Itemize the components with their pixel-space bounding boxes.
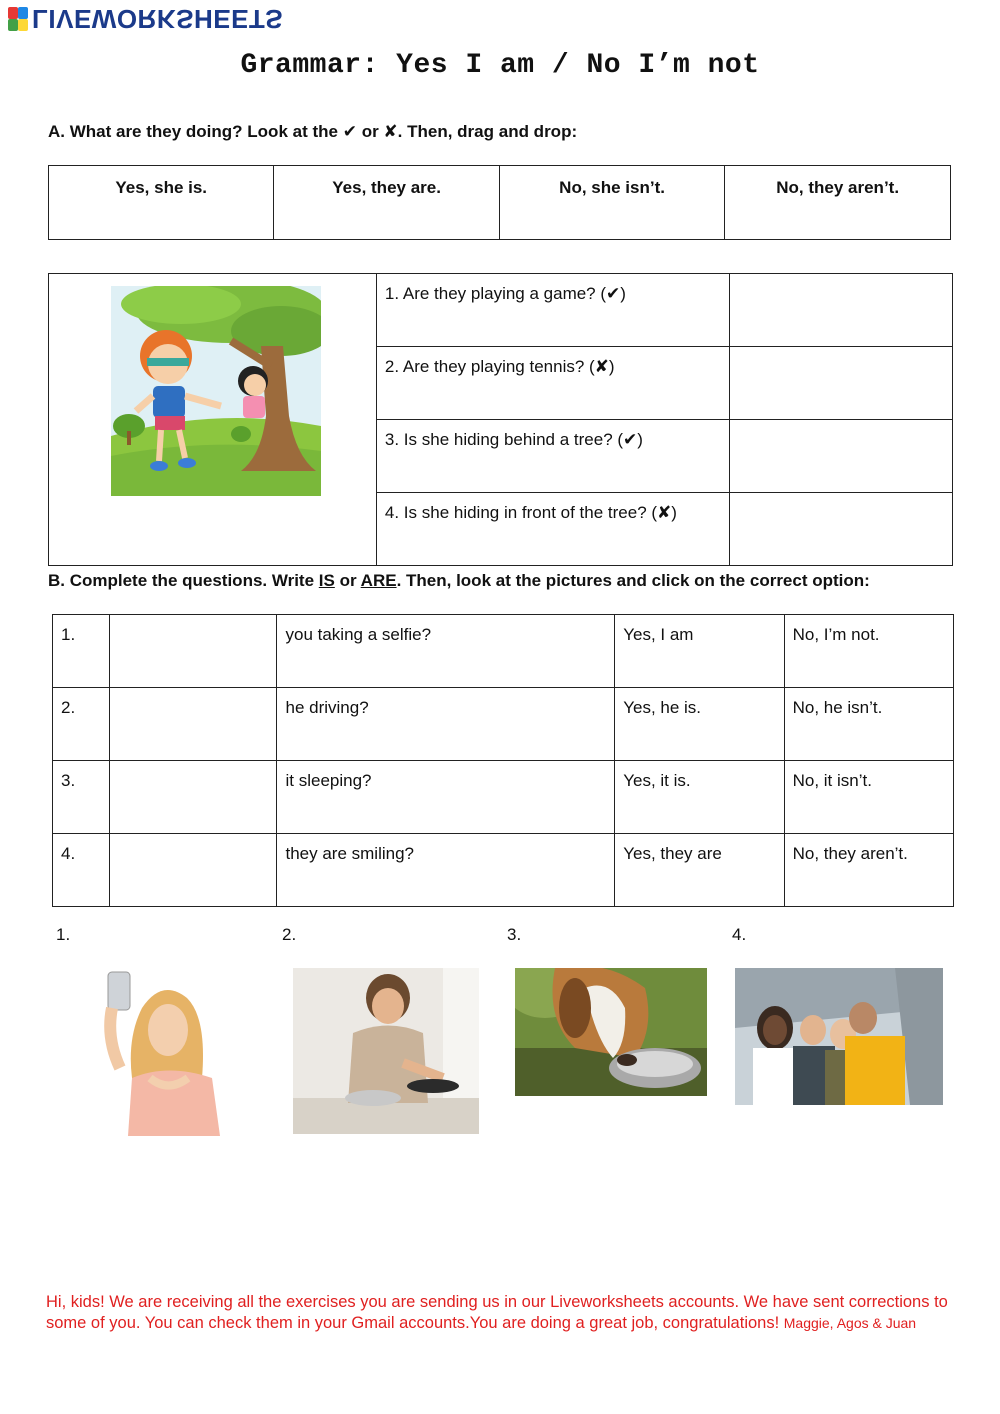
group-smiling-photo: [735, 968, 943, 1105]
answer-input-1[interactable]: [110, 615, 277, 688]
table-row: [53, 688, 954, 761]
draggable-answer-4[interactable]: No, they aren’t.: [725, 166, 951, 240]
dog-drinking-photo: [515, 968, 707, 1096]
section-a-table: [48, 273, 953, 566]
check-icon: ✔: [342, 122, 357, 142]
cooking-man-photo: [293, 968, 479, 1134]
question-stem: you taking a selfie?: [277, 615, 615, 688]
question-a-3: 3. Is she hiding behind a tree? (✔): [376, 420, 729, 493]
question-stem: they are smiling?: [277, 834, 615, 907]
selfie-photo: [92, 968, 228, 1136]
option-no-3[interactable]: No, it isn’t.: [784, 761, 953, 834]
picture-label-2: 2.: [282, 925, 297, 944]
logo-wordmark: LIVEWORKSHEETS: [32, 4, 284, 34]
footer-text: Hi, kids! We are receiving all the exercises you are sending us in our Liveworksheets accounts. We have sent corrections to some of you. You can check them in your Gmail accounts.You are doing a great job, congratulations!: [46, 1293, 948, 1332]
hide-and-seek-illustration-cell: [49, 274, 377, 566]
picture-label-4: 4.: [732, 925, 747, 944]
row-number: 2.: [53, 688, 110, 761]
section-b-table: [52, 614, 954, 907]
table-row: [53, 761, 954, 834]
logo-blocks-icon: [8, 7, 28, 31]
instruction-text: A. What are they doing? Look at the: [48, 122, 338, 141]
row-number: 3.: [53, 761, 110, 834]
option-yes-3[interactable]: Yes, it is.: [615, 761, 784, 834]
drop-zone-2[interactable]: [729, 347, 952, 420]
page-title: Grammar: Yes I am / No I’m not: [240, 50, 760, 81]
option-no-4[interactable]: No, they aren’t.: [784, 834, 953, 907]
row-number: 4.: [53, 834, 110, 907]
drop-zone-3[interactable]: [729, 420, 952, 493]
cross-icon: ✘: [383, 122, 398, 142]
table-row: [53, 834, 954, 907]
footer-message: [46, 1292, 976, 1334]
drop-zone-4[interactable]: [729, 493, 952, 566]
instruction-text-end: . Then, drag and drop:: [397, 122, 578, 141]
question-a-4: 4. Is she hiding in front of the tree? (✘): [376, 493, 729, 566]
option-yes-1[interactable]: Yes, I am: [615, 615, 784, 688]
instruction-or: or: [361, 122, 379, 141]
liveworksheets-logo: [8, 4, 283, 34]
option-no-2[interactable]: No, he isn’t.: [784, 688, 953, 761]
question-a-2: 2. Are they playing tennis? (✘): [376, 347, 729, 420]
table-row: [53, 615, 954, 688]
section-a-instruction: [48, 122, 577, 142]
instruction-text-end: . Then, look at the pictures and click on the correct option:: [396, 571, 870, 590]
question-stem: he driving?: [277, 688, 615, 761]
row-number: 1.: [53, 615, 110, 688]
instruction-text: B. Complete the questions. Write: [48, 571, 319, 590]
question-stem: it sleeping?: [277, 761, 615, 834]
drop-zone-1[interactable]: [729, 274, 952, 347]
draggable-answer-2[interactable]: Yes, they are.: [274, 166, 499, 240]
hide-and-seek-illustration: [111, 286, 321, 496]
picture-label-1: 1.: [56, 925, 71, 944]
draggable-answer-1[interactable]: Yes, she is.: [49, 166, 274, 240]
answer-input-3[interactable]: [110, 761, 277, 834]
footer-signature: Maggie, Agos & Juan: [783, 1315, 917, 1331]
option-no-1[interactable]: No, I’m not.: [784, 615, 953, 688]
answer-input-4[interactable]: [110, 834, 277, 907]
instruction-or: or: [334, 571, 361, 590]
answer-bank: [48, 165, 951, 240]
instruction-is: IS: [318, 571, 335, 590]
option-yes-4[interactable]: Yes, they are: [615, 834, 784, 907]
answer-input-2[interactable]: [110, 688, 277, 761]
question-a-1: 1. Are they playing a game? (✔): [376, 274, 729, 347]
option-yes-2[interactable]: Yes, he is.: [615, 688, 784, 761]
section-b-instruction: [48, 571, 870, 591]
draggable-answer-3[interactable]: No, she isn’t.: [499, 166, 724, 240]
picture-label-3: 3.: [507, 925, 522, 944]
instruction-are: ARE: [360, 571, 397, 590]
